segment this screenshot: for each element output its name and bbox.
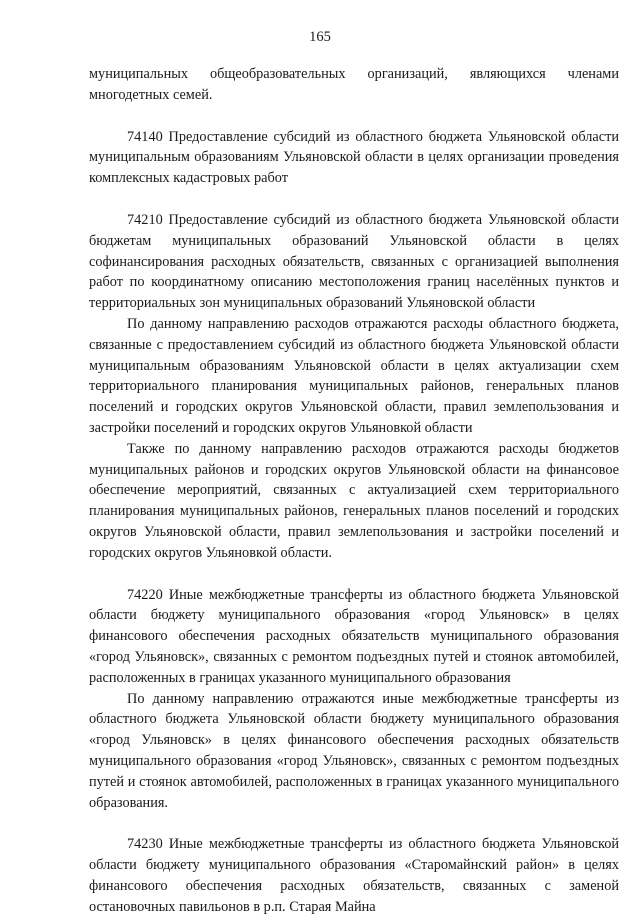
paragraph-74220-heading: 74220 Иные межбюджетные трансферты из областного бюджета Ульяновской области бюджету муниципального образования «город Ульяновск» в целях финансового обеспечения расходных обязательств муниципального образования «город Ульяновск», связанных с ремонтом подъездных путей и стоянок автомобилей, расположенных в границах указанного муниципального образования — [89, 586, 619, 686]
paragraph-74140-heading: 74140 Предоставление субсидий из областного бюджета Ульяновской области муниципальным образованиям Ульяновской области в целях организации проведения комплексных кадастровых работ — [89, 128, 619, 187]
paragraph-74210-heading: 74210 Предоставление субсидий из областного бюджета Ульяновской области бюджетам муниципальных образований Ульяновской области в целях софинансирования расходных обязательств, связанных с организацией выполнения работ по координатному описанию местоположения границ населённых пунктов и территориальных зон муниципальных образований Ульяновской области — [89, 211, 619, 312]
paragraph-74220-description: По данному направлению отражаются иные межбюджетные трансферты из областного бюджета Ульяновской области бюджету муниципального образования «город Ульяновск» в целях финансового обеспечения расходных обязательств муниципального образования «город Ульяновск», связанных с ремонтом подъездных путей и стоянок автомобилей, расположенных в границах указанного муниципального образования. — [89, 690, 619, 811]
paragraph-74210-also: Также по данному направлению расходов отражаются расходы бюджетов муниципальных районов и городских округов Ульяновской области на финансовое обеспечение мероприятий, связанных с актуализацией схем территориального планирования муниципальных районов, генеральных планов поселений и городских округов Ульяновской области, правил землепользования и застройки поселений и городских округов Ульяновкой области. — [89, 440, 619, 561]
paragraph-74230-heading: 74230 Иные межбюджетные трансферты из областного бюджета Ульяновской области бюджету муниципального образования «Старомайнский район» в целях финансового обеспечения расходных обязательств, связанных с заменой остановочных павильонов в р.п. Старая Майна — [89, 836, 619, 915]
paragraph-74210-description: По данному направлению расходов отражаются расходы областного бюджета, связанные с предоставлением субсидий из областного бюджета Ульяновской области муниципальным образованиям Ульяновской области в целях актуализации схем территориального планирования муниципальных районов, генеральных планов поселений и городских округов Ульяновской области, правил землепользования и застройки поселений и городских округов Ульяновкой области — [89, 315, 619, 436]
paragraph-continuation: муниципальных общеобразовательных организаций, являющихся членами многодетных семей. — [89, 66, 619, 103]
page-number: 165 — [309, 29, 331, 45]
document-body — [89, 64, 619, 917]
